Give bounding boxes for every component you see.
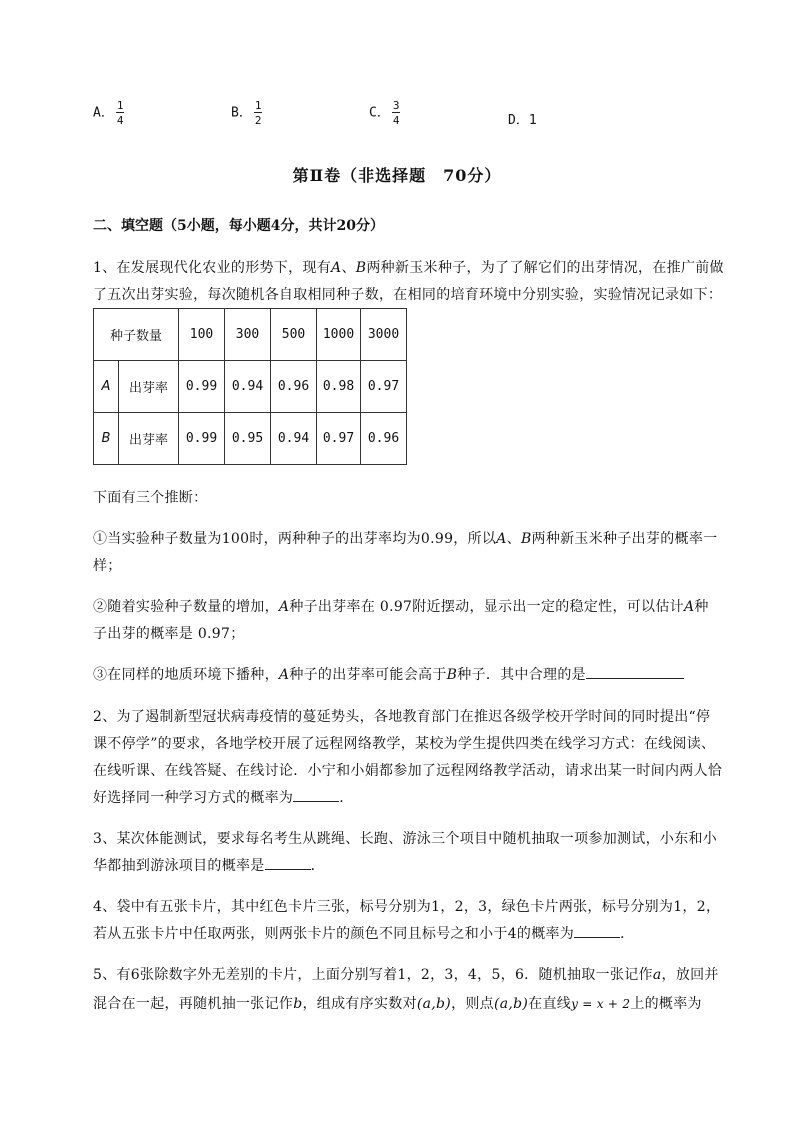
line-equation: y = x + 2 xyxy=(571,997,631,1011)
table-cell: 100 xyxy=(179,309,225,361)
q4-line2 xyxy=(93,923,634,943)
q1-statement-2-cont: 子出芽的概率是 0.97； xyxy=(93,626,245,642)
answer-blank[interactable] xyxy=(265,855,311,870)
q3-text: ． xyxy=(310,858,325,874)
option-a-fraction xyxy=(116,100,125,126)
option-a xyxy=(93,100,124,126)
option-b-fraction xyxy=(254,100,263,126)
q2-text: 好选择同一种学习方式的概率为 xyxy=(93,790,294,806)
seed-table xyxy=(93,308,407,465)
q1-statement-3 xyxy=(93,664,684,684)
q2-line2: 课不停学”的要求，各地学校开展了远程网络教学，某校为学生提供四类在线学习方式：在线阅读、 xyxy=(93,736,716,752)
q3-line1: 3、某次体能测试，要求每名考生从跳绳、长跑、游泳三个项目中随机抽取一项参加测试，小东和小 xyxy=(93,831,718,847)
option-d-label: D．1 xyxy=(508,113,537,128)
table-row xyxy=(94,413,407,465)
option-d xyxy=(508,109,537,128)
table-cell: 0.94 xyxy=(271,413,317,465)
table-cell: 0.96 xyxy=(361,413,407,465)
q5-text: ，放回并 xyxy=(661,967,719,983)
separator: 、 xyxy=(506,531,521,547)
var-a: a xyxy=(652,967,662,983)
option-a-label: A． xyxy=(93,105,114,121)
table-cell: 0.95 xyxy=(225,413,271,465)
ordered-pair: (a,b) xyxy=(416,996,452,1012)
q1-text: ①当实验种子数量为100时，两种种子的出芽率均为0.99，所以 xyxy=(93,531,497,547)
q4-text: ． xyxy=(620,926,635,942)
q1-text: 种子出芽率在 0.97附近摆动，显示出一定的稳定性，可以估计 xyxy=(289,599,684,615)
q1-text: 两种新玉米种子，为了了解它们的出芽情况，在推广前做 xyxy=(366,260,724,276)
var-b: B xyxy=(355,260,367,276)
table-cell: 0.99 xyxy=(179,361,225,413)
option-c-label: C． xyxy=(369,105,390,121)
table-row xyxy=(94,309,407,361)
table-cell: 500 xyxy=(271,309,317,361)
q3-line2 xyxy=(93,855,325,875)
q2-line3: 在线听课、在线答疑、在线讨论．小宁和小娟都参加了远程网络教学活动，请求出某一时间内两人恰 xyxy=(93,763,723,779)
table-cell: 出芽率 xyxy=(119,361,179,413)
q1-text: ②随着实验种子数量的增加， xyxy=(93,599,279,615)
table-cell: 0.99 xyxy=(179,413,225,465)
q4-text: 若从五张卡片中任取两张，则两张卡片的颜色不同且标号之和小于4的概率为 xyxy=(93,926,575,942)
option-b-label: B． xyxy=(231,105,252,121)
q5-text: 混合在一起，再随机抽一张记作 xyxy=(93,996,294,1012)
q5-text: ，则点 xyxy=(451,996,494,1012)
q1-line1 xyxy=(93,257,724,277)
var-a: A xyxy=(683,599,695,615)
q3-text: 华都抽到游泳项目的概率是 xyxy=(93,858,265,874)
option-c xyxy=(369,100,400,126)
q5-line1 xyxy=(93,964,719,984)
table-cell: 出芽率 xyxy=(119,413,179,465)
table-cell: A xyxy=(94,361,119,413)
table-row xyxy=(94,361,407,413)
q1-statement-2 xyxy=(93,596,709,616)
q2-text: ． xyxy=(339,790,354,806)
var-b: b xyxy=(293,996,303,1012)
q5-line2 xyxy=(93,993,702,1013)
fraction-denominator: 4 xyxy=(392,114,400,127)
q2-line1: 2、为了遏制新型冠状病毒疫情的蔓延势头，各地教育部门在推迟各级学校开学时间的同时提出“停 xyxy=(93,709,711,725)
q1-line2: 了五次出芽实验，每次随机各自取相同种子数，在相同的培育环境中分别实验，实验情况记录如下： xyxy=(93,287,723,303)
fraction-numerator: 1 xyxy=(254,99,262,112)
answer-blank[interactable] xyxy=(574,923,620,938)
table-cell: 1000 xyxy=(317,309,361,361)
answer-blank[interactable] xyxy=(586,664,684,679)
q5-text: 上的概率为 xyxy=(630,996,702,1012)
q1-statement-1-cont: 样； xyxy=(93,558,122,574)
table-cell: 300 xyxy=(225,309,271,361)
table-cell: 0.96 xyxy=(271,361,317,413)
q5-text: 5、有6张除数字外无差别的卡片，上面分别写着1，2，3，4，5，6．随机抽取一张记作 xyxy=(93,967,653,983)
var-a: A xyxy=(331,260,342,276)
q1-text: 1、在发展现代化农业的形势下，现有 xyxy=(93,260,332,276)
table-cell: 0.94 xyxy=(225,361,271,413)
q1-text: 两种新玉米种子出芽的概率一 xyxy=(531,531,718,547)
q5-text: 在直线 xyxy=(528,996,572,1012)
q2-line4 xyxy=(93,787,354,807)
var-a: A xyxy=(278,667,290,683)
section-heading: 二、填空题（5小题，每小题4分，共计20分） xyxy=(93,218,384,234)
option-b xyxy=(231,100,262,126)
table-cell: 0.97 xyxy=(361,361,407,413)
var-a: A xyxy=(496,531,507,547)
q1-intro: 下面有三个推断： xyxy=(93,490,208,506)
var-b: B xyxy=(520,531,532,547)
part-title: 第Ⅱ卷（非选择题 70分） xyxy=(292,166,502,185)
fraction-denominator: 4 xyxy=(116,114,124,127)
table-header-cell: 种子数量 xyxy=(94,309,179,361)
var-a: A xyxy=(278,599,290,615)
ordered-pair: (a,b) xyxy=(493,996,529,1012)
q1-text: 种子．其中合理的是 xyxy=(457,667,586,683)
fraction-numerator: 1 xyxy=(116,99,124,112)
option-c-fraction xyxy=(392,100,401,126)
fraction-numerator: 3 xyxy=(392,99,400,112)
table-cell: 3000 xyxy=(361,309,407,361)
separator: 、 xyxy=(341,260,356,276)
table-cell: B xyxy=(94,413,119,465)
var-b: B xyxy=(446,667,458,683)
q1-text: 种 xyxy=(694,599,709,615)
q1-text: 种子的出芽率可能会高于 xyxy=(289,667,447,683)
q5-text: ，组成有序实数对 xyxy=(302,996,417,1012)
q1-text: ③在同样的地质环境下播种， xyxy=(93,667,279,683)
answer-blank[interactable] xyxy=(293,787,339,802)
q4-line1: 4、袋中有五张卡片，其中红色卡片三张，标号分别为1，2，3，绿色卡片两张，标号分别为1，2， xyxy=(93,899,721,915)
table-cell: 0.98 xyxy=(317,361,361,413)
q1-statement-1 xyxy=(93,528,717,548)
fraction-denominator: 2 xyxy=(254,114,262,127)
table-cell: 0.97 xyxy=(317,413,361,465)
